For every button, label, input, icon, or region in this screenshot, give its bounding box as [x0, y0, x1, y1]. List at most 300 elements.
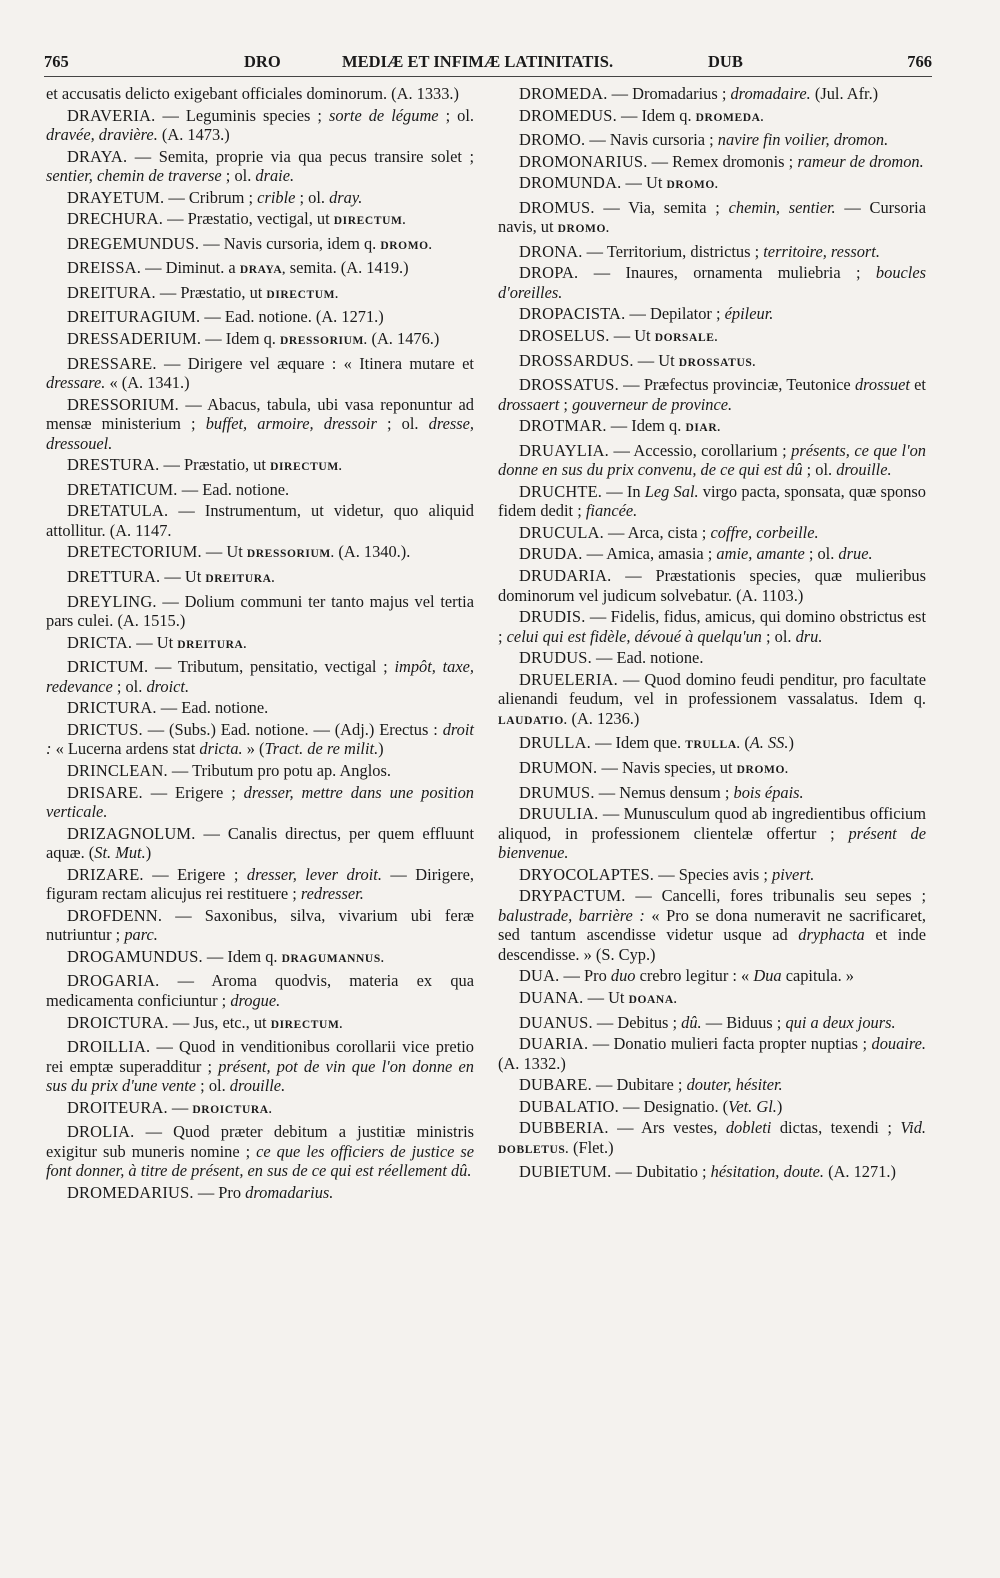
entry-text: ) [788, 733, 794, 753]
entry-headword: DROMEDARIUS. [67, 1182, 194, 1202]
entry-text: » ( [242, 739, 265, 759]
entry-headword: DRYPACTUM. [519, 886, 626, 906]
entry-headword: DRISARE. [67, 782, 143, 802]
entry-text: ) [378, 739, 384, 759]
italic-gloss: dravée, dravière. [46, 125, 158, 145]
dictionary-entry [46, 307, 474, 327]
dictionary-entry [498, 375, 926, 414]
entry-text: ; ol. [221, 166, 256, 186]
entry-text: — Designatio. ( [618, 1096, 729, 1116]
cross-reference: DRESSORIUM. [279, 335, 368, 348]
cross-reference: TRULLA. [685, 739, 741, 752]
dictionary-entry [46, 783, 474, 822]
entry-text: — Idem q. [202, 946, 282, 966]
entry-headword: DROPACISTA. [519, 304, 626, 324]
dictionary-entry [498, 607, 926, 646]
entry-headword: DRESSARE. [67, 353, 157, 373]
cross-reference: DIAR. [685, 422, 721, 435]
entry-text: — Ut [160, 567, 206, 587]
entry-text: crebro legitur : « [635, 966, 754, 986]
entry-text: — Ead. notione. [156, 698, 269, 718]
entry-text: — Ead. notione. (A. 1271.) [200, 307, 384, 327]
italic-gloss: dromadarius. [245, 1182, 334, 1202]
italic-gloss: St. Mut. [94, 843, 146, 863]
entry-text: — Dromadarius ; [607, 84, 731, 103]
italic-gloss: crible [257, 187, 296, 207]
italic-gloss: duo [610, 966, 636, 986]
dictionary-entry [498, 670, 926, 732]
italic-gloss: amie, amante [716, 544, 805, 564]
dictionary-entry [46, 147, 474, 186]
dictionary-entry [46, 1183, 474, 1203]
dictionary-entry [498, 1097, 926, 1117]
dictionary-entry [498, 173, 926, 196]
italic-gloss: dromadaire. [730, 84, 811, 103]
header-rule [44, 76, 932, 77]
italic-gloss: balustrade, barrière : [498, 905, 645, 925]
entry-headword: DRAYETUM. [67, 187, 165, 207]
dictionary-entry [498, 1013, 926, 1033]
dictionary-entry [498, 1118, 926, 1160]
dictionary-entry [46, 188, 474, 208]
dictionary-entry [498, 351, 926, 374]
dictionary-entry [498, 198, 926, 240]
cross-reference: DROICTURA. [192, 1103, 273, 1116]
cross-reference: DROMO. [380, 239, 433, 252]
entry-headword: DROTMAR. [519, 416, 607, 436]
entry-text: — Amica, amasia ; [582, 544, 717, 564]
entry-headword: DRETATICUM. [67, 479, 178, 499]
italic-gloss: dresser, mettre dans une position verticale. [46, 782, 474, 822]
cross-reference: DROMO. [666, 179, 719, 192]
entry-text: — Quod in venditionibus corollarii vice pretio rei emptæ superadditur ; [46, 1037, 474, 1076]
dictionary-entry [46, 354, 474, 393]
entry-text: ; ol. [802, 460, 837, 480]
entry-headword: DRAYA. [67, 146, 128, 166]
italic-gloss: douter, hésiter. [686, 1075, 783, 1095]
entry-text: — Dirigere vel æquare : « Itinera mutare et [156, 353, 474, 373]
italic-gloss: gouverneur de province. [572, 394, 733, 414]
dictionary-entry [46, 234, 474, 257]
entry-text: (A. 1236.) [567, 708, 640, 728]
italic-gloss: sentier, chemin de traverse [46, 166, 222, 186]
italic-gloss: parc. [124, 925, 158, 945]
italic-gloss: chemin, sentier. [728, 197, 836, 217]
italic-gloss: dryphacta [798, 925, 865, 945]
dictionary-entry [498, 1075, 926, 1095]
italic-gloss: navire fin voilier, dromon. [717, 130, 889, 150]
entry-text: ; ol. [438, 105, 474, 125]
entry-headword: DRIZAGNOLUM. [67, 823, 196, 843]
italic-gloss: pivert. [772, 864, 815, 884]
dictionary-entry [498, 566, 926, 605]
entry-headword: DRICTUS. [67, 719, 143, 739]
dictionary-entry [498, 988, 926, 1011]
entry-headword: DUANA. [519, 987, 584, 1007]
entry-text: — Præstationis species, quæ mulieribus dominorum vel judicum solvebatur. (A. 1103.) [498, 566, 926, 605]
dictionary-entry [46, 947, 474, 970]
dictionary-entry [46, 480, 474, 500]
entry-text: et [909, 375, 926, 395]
entry-text: — Canalis directus, per quem effluunt aquæ. ( [46, 823, 474, 863]
dictionary-entry [46, 1122, 474, 1181]
italic-gloss: Vid. [900, 1118, 926, 1138]
cross-reference: DROSSATUS. [678, 356, 756, 369]
cross-reference: DRESSORIUM. [246, 548, 335, 561]
entry-text: (A. 1476.) [367, 329, 440, 349]
entry-text: (A. 1473.) [157, 125, 230, 145]
entry-headword: DRYOCOLAPTES. [519, 864, 655, 884]
entry-text: ; ol. [761, 626, 796, 646]
entry-headword: DRETATULA. [67, 501, 169, 521]
entry-text: — Donatio mulieri facta propter nuptias ; [588, 1034, 872, 1054]
entry-headword: DRUMUS. [519, 782, 595, 802]
entry-text: — Dirigere, figuram rectam alicujus rei restituere ; [46, 864, 475, 904]
dictionary-entry [498, 865, 926, 885]
entry-text: — Territorium, districtus ; [582, 241, 764, 261]
entry-headword: DRUMON. [519, 757, 598, 777]
italic-gloss: impôt, taxe, redevance [46, 657, 474, 696]
entry-text: ; ol. [196, 1076, 230, 1096]
italic-gloss: Tract. de re milit. [264, 739, 379, 759]
entry-text: (Jul. Afr.) [810, 84, 879, 103]
dictionary-entry [498, 733, 926, 756]
dictionary-entry [46, 657, 474, 696]
entry-headword: DUBIETUM. [519, 1162, 612, 1182]
dictionary-entry [498, 304, 926, 324]
dictionary-entry [498, 804, 926, 863]
entry-text: capitula. » [781, 966, 854, 986]
italic-gloss: douaire. [871, 1034, 926, 1054]
dictionary-entry [498, 84, 926, 104]
entry-text: — Tributum, pensitatio, vectigal ; [148, 657, 395, 677]
dictionary-entry [498, 326, 926, 349]
entry-text: et inde descendisse. » (S. Cyp.) [498, 925, 926, 964]
entry-text: (A. 1271.) [824, 1162, 896, 1182]
entry-headword: DROMUS. [519, 197, 595, 217]
cross-reference: DREITURA. [205, 573, 276, 586]
entry-headword: DRESSORIUM. [67, 394, 179, 414]
italic-gloss: dru. [795, 626, 823, 646]
entry-headword: DRONA. [519, 241, 583, 261]
entry-headword: DRINCLEAN. [67, 760, 168, 780]
cross-reference: DROMO. [557, 223, 610, 236]
entry-headword: DROMEDUS. [519, 105, 617, 125]
dictionary-entry [498, 106, 926, 129]
entry-text: — Instrumentum, ut videtur, quo aliquid attollitur. (A. 1147. [46, 501, 474, 540]
entry-text: — Præstatio, ut [159, 455, 271, 475]
entry-text: — Debitus ; [592, 1012, 682, 1032]
entry-headword: DROMO. [519, 130, 586, 150]
right-page-number: 766 [907, 52, 932, 71]
entry-text: — Abacus, tabula, ubi vasa reponuntur ad mensæ ministerium ; [46, 394, 474, 434]
dictionary-entry [498, 416, 926, 439]
right-column [498, 84, 926, 1184]
entry-headword: DROSSATUS. [519, 375, 619, 395]
italic-gloss: hésitation, doute. [710, 1162, 825, 1182]
dictionary-entry [46, 592, 474, 631]
entry-text: — Dubitatio ; [611, 1162, 711, 1182]
entry-text: — Ead. notione. [591, 648, 704, 668]
entry-text: — Idem q. [201, 329, 280, 349]
entry-text: — Leguminis species ; [155, 105, 329, 125]
entry-text: et accusatis delicto exigebant officiales dominorum. (A. 1333.) [46, 84, 459, 103]
entry-headword: DRICTA. [67, 632, 133, 652]
running-header [44, 52, 932, 78]
dictionary-entry [498, 648, 926, 668]
entry-text: ) [776, 1096, 783, 1116]
italic-gloss: coffre, corbeille. [710, 522, 819, 542]
italic-gloss: présents, ce que l'on donne en sus du prix convenu, de ce qui est dû [498, 440, 926, 480]
italic-gloss: Leg Sal. [644, 481, 699, 501]
entry-text: — Cribrum ; [164, 187, 258, 207]
entry-headword: DREGEMUNDUS. [67, 233, 200, 253]
entry-headword: DROLIA. [67, 1122, 135, 1142]
left-guide-word: DRO [244, 52, 281, 71]
dictionary-entry [46, 633, 474, 656]
dictionary-entry [498, 783, 926, 803]
dictionary-entry [498, 523, 926, 543]
entry-text: — Ut [132, 632, 178, 652]
entry-headword: DREITURA. [67, 282, 156, 302]
dictionary-entry [498, 544, 926, 564]
italic-gloss: draie. [255, 166, 295, 186]
entry-text: — Tributum pro potu ap. Anglos. [167, 760, 391, 780]
left-column [46, 84, 474, 1204]
italic-gloss: drue. [838, 544, 873, 564]
italic-gloss: Dua [753, 966, 782, 986]
dictionary-entry [46, 329, 474, 352]
dictionary-entry [46, 720, 474, 759]
entry-text: (A. 1340.). [334, 542, 411, 562]
italic-gloss: celui qui est fidèle, dévoué à quelqu'un [506, 626, 762, 646]
entry-text: — Biduus ; [701, 1012, 786, 1032]
cross-reference: DRAGUMANNUS. [281, 952, 385, 965]
running-title: MEDIÆ ET INFIMÆ LATINITATIS. [342, 52, 614, 71]
entry-text: — Arca, cista ; [603, 522, 711, 542]
entry-headword: DRULLA. [519, 733, 591, 753]
entry-headword: DROMEDA. [519, 84, 608, 103]
dictionary-entry [46, 865, 474, 904]
entry-text: — Pro [559, 966, 611, 986]
dictionary-entry [46, 84, 474, 104]
dictionary-entry [498, 1034, 926, 1073]
italic-gloss: dresse, dressouel. [46, 414, 474, 453]
entry-text: — Ut [583, 987, 629, 1007]
entry-headword: DROICTURA. [67, 1012, 169, 1032]
italic-gloss: qui a deux jours. [785, 1012, 896, 1032]
entry-text: — Navis species, ut [597, 757, 737, 777]
entry-text: — Ut [609, 326, 655, 346]
entry-text: — Species avis ; [654, 864, 773, 884]
entry-text: — Cancelli, fores tribunalis seu sepes ; [625, 886, 926, 906]
entry-text: ) [145, 843, 152, 863]
cross-reference: DIRECTUM. [270, 461, 343, 474]
entry-headword: DRUDIS. [519, 607, 586, 627]
entry-headword: DROGARIA. [67, 971, 160, 991]
italic-gloss: présent de bienvenue. [498, 823, 926, 863]
dictionary-entry [498, 441, 926, 480]
dictionary-entry [46, 258, 474, 281]
entry-headword: DROGAMUNDUS. [67, 946, 203, 966]
entry-text: — Præfectus provinciæ, Teutonice [618, 375, 855, 395]
entry-text: — Ut [201, 542, 247, 562]
entry-headword: DROITEURA. [67, 1097, 168, 1117]
cross-reference: DRAYA, [239, 264, 286, 277]
cross-reference: DIRECTUM. [266, 288, 339, 301]
dictionary-entry [498, 966, 926, 986]
entry-headword: DRICTUM. [67, 657, 149, 677]
cross-reference: DOBLETUS. [498, 1143, 569, 1156]
entry-text: — Cursoria navis, ut [498, 197, 927, 237]
dictionary-entry [46, 698, 474, 718]
dictionary-entry [46, 1098, 474, 1121]
italic-gloss: ce que les officiers de justice se font donner, à titre de présent, en sus de ce qui est réellement dû. [46, 1141, 474, 1181]
entry-text: — [167, 1097, 193, 1117]
entry-text: — Ars vestes, [608, 1118, 726, 1138]
cross-reference: DOANA. [628, 993, 678, 1006]
entry-text: — Remex dromonis ; [647, 151, 798, 171]
entry-text: — Ead. notione. [177, 479, 290, 499]
italic-gloss: droit : [46, 719, 474, 759]
entry-text: — Diminut. a [141, 258, 240, 278]
entry-text: virgo pacta, sponsata, quæ sponso fidem dedit ; [498, 481, 926, 521]
entry-text: — Jus, etc., ut [168, 1012, 271, 1032]
dictionary-entry [498, 152, 926, 172]
cross-reference: DIRECTUM. [333, 215, 406, 228]
dictionary-entry [46, 501, 474, 540]
italic-gloss: présent, pot de vin que l'on donne en sus du prix d'une vente [46, 1056, 474, 1096]
entry-text: — Navis cursoria, idem q. [199, 233, 381, 253]
entry-headword: DRUDUS. [519, 648, 592, 668]
italic-gloss: Vet. Gl. [728, 1096, 777, 1116]
entry-text: — Aroma quodvis, materia ex qua medicamenta conficiuntur ; [46, 971, 474, 1010]
dictionary-entry [498, 1162, 926, 1182]
italic-gloss: buffet, armoire, dressoir [205, 414, 377, 434]
entry-text: — In [602, 481, 645, 501]
entry-text: — Quod domino feudi penditur, pro facultate alienandi feudum, vel in professionem vassalatus. Idem q. [498, 669, 926, 709]
entry-text: — Pro [193, 1182, 246, 1202]
entry-text: — Præstatio, ut [155, 282, 267, 302]
dictionary-entry [46, 209, 474, 232]
entry-text: — Saxonibus, silva, vivarium ubi feræ nutriuntur ; [46, 905, 474, 945]
entry-headword: DUARIA. [519, 1034, 589, 1054]
entry-headword: DRUELERIA. [519, 669, 618, 689]
left-page-number: 765 [44, 52, 69, 71]
entry-text: — Navis cursoria ; [585, 130, 718, 150]
entry-headword: DROMUNDA. [519, 173, 622, 193]
entry-text: — Inaures, ornamenta muliebria ; [578, 263, 876, 283]
entry-text: — Erigere ; [142, 782, 244, 802]
dictionary-entry [46, 395, 474, 454]
entry-headword: DROFDENN. [67, 905, 163, 925]
dictionary-entry [498, 130, 926, 150]
italic-gloss: dresser, lever droit. [246, 864, 382, 884]
italic-gloss: dobleti [725, 1118, 772, 1138]
italic-gloss: dressare. [46, 373, 106, 393]
entry-text: — Depilator ; [625, 304, 725, 324]
dictionary-entry [46, 455, 474, 478]
entry-text: ; ol. [804, 544, 839, 564]
entry-headword: DROSELUS. [519, 326, 610, 346]
entry-headword: DRUULIA. [519, 804, 599, 824]
entry-headword: DUBBERIA. [519, 1118, 609, 1138]
entry-text: — (Subs.) Ead. notione. — (Adj.) Erectus : [142, 719, 443, 739]
dictionary-entry [46, 542, 474, 565]
entry-text: — Semita, proprie via qua pecus transire solet ; [127, 146, 474, 166]
italic-gloss: drossuet [854, 375, 910, 395]
italic-gloss: droict. [146, 676, 190, 696]
entry-text: « Lucerna ardens stat [51, 739, 200, 759]
entry-headword: DUA. [519, 966, 560, 986]
dictionary-entry [498, 263, 926, 302]
dictionary-entry [46, 567, 474, 590]
cross-reference: DREITURA. [177, 638, 247, 651]
italic-gloss: sorte de légume [328, 105, 439, 125]
entry-headword: DROSSARDUS. [519, 350, 634, 370]
entry-text: (A. 1332.) [498, 1053, 566, 1073]
dictionary-entry [46, 1013, 474, 1036]
cross-reference: DORSALE. [654, 332, 718, 345]
italic-gloss: boucles d'oreilles. [498, 263, 926, 302]
entry-headword: DUBALATIO. [519, 1096, 619, 1116]
cross-reference: DIRECTUM. [270, 1018, 343, 1031]
entry-headword: DRAVERIA. [67, 105, 156, 125]
entry-text: ; ol. [376, 414, 429, 434]
italic-gloss: redresser. [300, 884, 364, 904]
entry-text: ; [559, 394, 573, 414]
dictionary-entry [46, 761, 474, 781]
entry-text: — Ut [621, 173, 667, 193]
entry-headword: DRETTURA. [67, 567, 161, 587]
entry-headword: DRECHURA. [67, 209, 164, 229]
entry-text: dictas, texendi ; [771, 1118, 901, 1138]
entry-text: — Erigere ; [143, 864, 247, 884]
italic-gloss: drossaert [498, 394, 560, 414]
dictionary-entry [498, 758, 926, 781]
entry-headword: DRUDARIA. [519, 566, 612, 586]
dictionary-entry [46, 971, 474, 1010]
entry-text: — Dubitare ; [591, 1075, 687, 1095]
entry-text: semita. (A. 1419.) [285, 258, 409, 278]
entry-headword: DRUDA. [519, 544, 583, 564]
entry-headword: DRUCULA. [519, 522, 604, 542]
entry-headword: DREYLING. [67, 591, 157, 611]
entry-text: — Accessio, corollarium ; [608, 440, 792, 460]
italic-gloss: dray. [329, 187, 363, 207]
entry-headword: DROPA. [519, 263, 579, 283]
entry-text: « (A. 1341.) [105, 373, 190, 393]
dictionary-entry [498, 482, 926, 521]
entry-text: ; ol. [295, 187, 330, 207]
cross-reference: DROMO. [736, 763, 789, 776]
entry-headword: DRETECTORIUM. [67, 542, 202, 562]
entry-text: — Idem q. [616, 105, 696, 125]
italic-gloss: fiancée. [585, 501, 638, 521]
entry-text: ( [740, 733, 750, 753]
entry-headword: DRUAYLIA. [519, 440, 609, 460]
entry-text: — Via, semita ; [594, 197, 729, 217]
entry-text: — Fidelis, fidus, amicus, qui domino obstrictus est ; [498, 607, 926, 646]
entry-text: ; ol. [112, 676, 147, 696]
entry-text: — Dolium communi ter tanto majus vel tertia pars culei. (A. 1515.) [46, 591, 474, 631]
entry-text: — Idem que. [590, 733, 686, 753]
entry-headword: DUANUS. [519, 1012, 593, 1032]
entry-headword: DRICTURA. [67, 698, 157, 718]
right-guide-word: DUB [708, 52, 743, 71]
entry-headword: DREISSA. [67, 258, 142, 278]
entry-headword: DRUCHTE. [519, 481, 603, 501]
